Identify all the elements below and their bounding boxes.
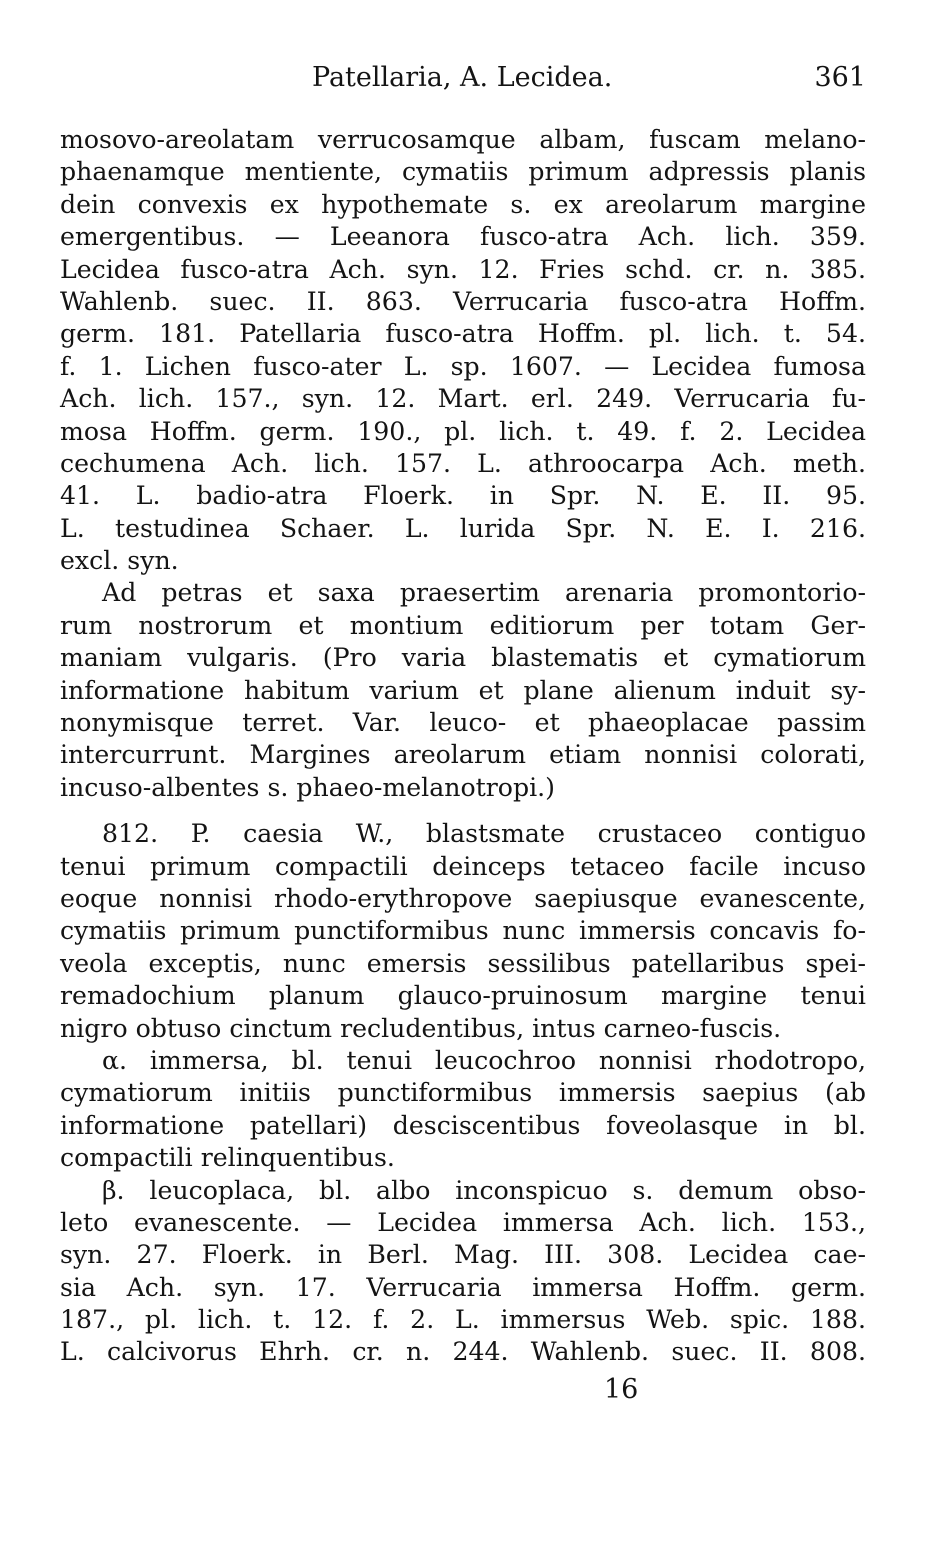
text-line: β. leucoplaca, bl. albo inconspicuo s. demum obso- xyxy=(102,1175,866,1205)
text-line: germ. 181. Patellaria fusco-atra Hoffm. pl. lich. t. 54. xyxy=(60,319,866,349)
text-line: compactili relinquentibus. xyxy=(60,1143,395,1173)
text-line: Ach. lich. 157., syn. 12. Mart. erl. 249. Verrucaria fu- xyxy=(60,384,866,414)
paragraph xyxy=(60,124,866,577)
text-line: rum nostrorum et montium editiorum per totam Ger- xyxy=(60,610,866,640)
text-line: incuso-albentes s. phaeo-melanotropi.) xyxy=(60,772,555,802)
text-line: excl. syn. xyxy=(60,546,179,576)
text-line: eoque nonnisi rhodo-erythropove saepiusque evanescente, xyxy=(60,883,866,913)
text-line: nigro obtuso cinctum recludentibus, intus carneo-fuscis. xyxy=(60,1013,782,1043)
text-line: L. calcivorus Ehrh. cr. n. 244. Wahlenb. suec. II. 808. xyxy=(60,1337,866,1367)
text-line: α. immersa, bl. tenui leucochroo nonnisi rhodotropo, xyxy=(102,1045,866,1075)
section-gap xyxy=(60,804,866,818)
text-line: 812. P. caesia W., blastsmate crustaceo contiguo xyxy=(102,819,866,849)
text-line: L. testudinea Schaer. L. lurida Spr. N. E. I. 216. xyxy=(60,513,866,543)
text-line: remadochium planum glauco-pruinosum margine tenui xyxy=(60,981,866,1011)
text-line: syn. 27. Floerk. in Berl. Mag. III. 308. Lecidea cae- xyxy=(60,1240,866,1270)
text-line: sia Ach. syn. 17. Verrucaria immersa Hoffm. germ. xyxy=(60,1272,866,1302)
text-line: informatione habitum varium et plane alienum induit sy- xyxy=(60,675,866,705)
text-line: tenui primum compactili deinceps tetaceo facile incuso xyxy=(60,851,866,881)
text-line: cymatiis primum punctiformibus nunc immersis concavis fo- xyxy=(60,916,866,946)
text-line: mosovo-areolatam verrucosamque albam, fuscam melano- xyxy=(60,125,866,154)
text-line: nonymisque terret. Var. leuco- et phaeoplacae passim xyxy=(60,708,866,738)
text-line: cechumena Ach. lich. 157. L. athroocarpa Ach. meth. xyxy=(60,448,866,478)
page-number: 361 xyxy=(814,62,866,93)
running-title: Patellaria, A. Lecidea. xyxy=(312,62,613,93)
text-line: 41. L. badio-atra Floerk. in Spr. N. E. II. 95. xyxy=(60,481,866,511)
paragraph xyxy=(60,1175,866,1369)
paragraph xyxy=(60,818,866,1045)
text-line: intercurrunt. Margines areolarum etiam nonnisi colorati, xyxy=(60,740,866,770)
text-line: Lecidea fusco-atra Ach. syn. 12. Fries schd. cr. n. 385. xyxy=(60,254,866,284)
text-line: maniam vulgaris. (Pro varia blastematis et cymatiorum xyxy=(60,643,866,673)
running-header xyxy=(60,58,866,98)
text-line: leto evanescente. — Lecidea immersa Ach. lich. 153., xyxy=(60,1207,866,1237)
text-line: cymatiorum initiis punctiformibus immersis saepius (ab xyxy=(60,1078,866,1108)
text-line: emergentibus. — Leeanora fusco-atra Ach. lich. 359. xyxy=(60,222,866,252)
body-text xyxy=(60,124,866,1369)
text-line: mosa Hoffm. germ. 190., pl. lich. t. 49. f. 2. Lecidea xyxy=(60,416,866,446)
text-line: dein convexis ex hypothemate s. ex areolarum margine xyxy=(60,189,866,219)
text-line: informatione patellari) desciscentibus foveolasque in bl. xyxy=(60,1110,866,1140)
text-line: Wahlenb. suec. II. 863. Verrucaria fusco-atra Hoffm. xyxy=(60,286,866,316)
text-line: Ad petras et saxa praesertim arenaria promontorio- xyxy=(102,578,866,608)
text-line: veola exceptis, nunc emersis sessilibus patellaribus spei- xyxy=(60,948,866,978)
paragraph xyxy=(60,1045,866,1175)
text-line: phaenamque mentiente, cymatiis primum adpressis planis xyxy=(60,157,866,187)
signature-mark: 16 xyxy=(604,1374,639,1405)
text-line: 187., pl. lich. t. 12. f. 2. L. immersus Web. spic. 188. xyxy=(60,1305,866,1335)
text-line: f. 1. Lichen fusco-ater L. sp. 1607. — Lecidea fumosa xyxy=(60,351,866,381)
paragraph xyxy=(60,577,866,804)
